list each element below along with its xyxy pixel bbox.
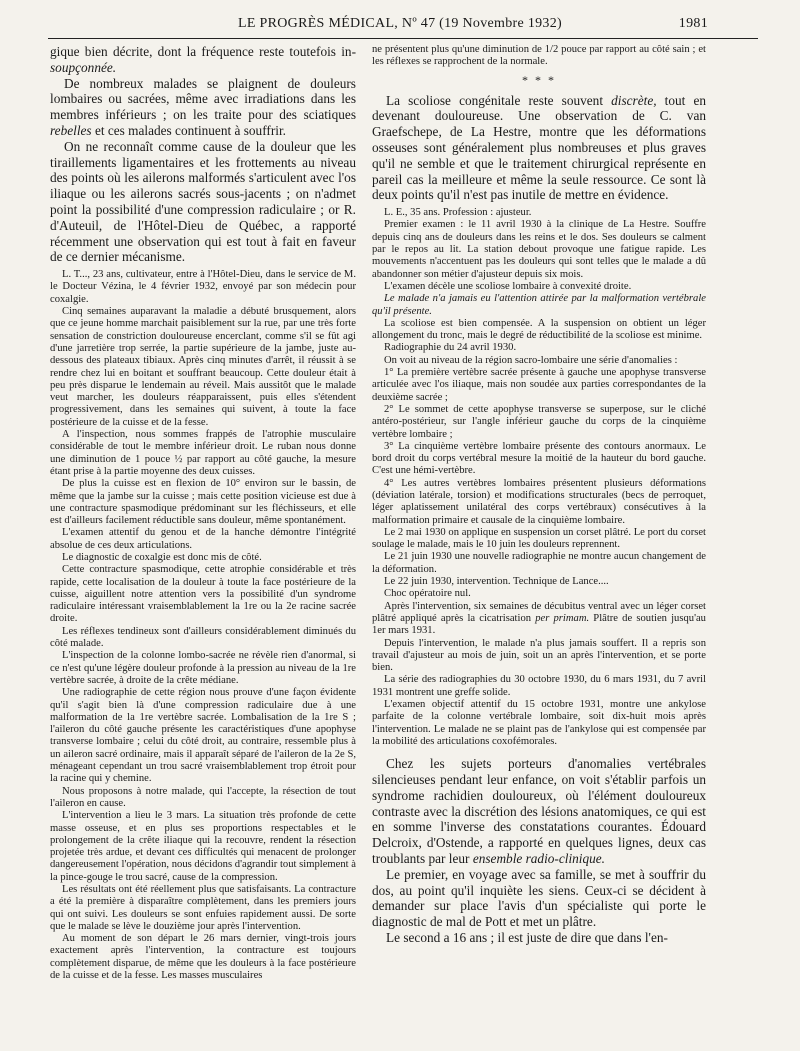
case-paragraph: L'examen attentif du genou et de la hanche démontre l'intégrité absolue de ces deux articulations. — [50, 527, 356, 551]
right-column — [372, 44, 706, 1044]
case-paragraph: Le diagnostic de coxalgie est donc mis de côté. — [62, 551, 262, 563]
case-paragraph: De plus la cuisse est en flexion de 10° environ sur le bassin, de même que la jambe sur la cuisse ; mais cette position vicieuse est due à une contracture spasmodique prédominant sur les fléchisseurs, et elle est d'ailleurs facilement réductible sans douleur, même spontanément. — [50, 478, 356, 527]
paragraph: On ne reconnaît comme cause de la douleur que les tiraillements ligamentaires et les frottements au niveau des points où les ailerons malformés s'articulent avec l'os iliaque ou les ailerons sacrés sous-jacents ; on n'admet point la possibilité d'une compression radiculaire ; or R. d'Auteuil, de l'Hôtel-Dieu de Québec, a rapporté récemment une observation qui est tout à fait en faveur de ce dernier mécanisme. — [50, 138, 356, 265]
case-paragraph: On voit au niveau de la région sacro-lombaire une série d'anomalies : — [384, 354, 678, 366]
case-paragraph: Les résultats ont été réellement plus que satisfaisants. La contracture a été la première à disparaître complètement, dans les premiers jours qui ont suivi. Les douleurs se sont enfuies rapidement aussi. De sorte que le malade se lève le douzième jour après l'intervention. — [50, 884, 356, 932]
header-rule — [48, 38, 758, 39]
paragraph: Le premier, en voyage avec sa famille, se met à souffrir du dos, au point qu'il inquiète les siens. Ceux-ci se décident à demander sur place l'avis d'un spécialiste qui porte le diagnostic de mal de Pott et met un plâtre. — [372, 866, 706, 930]
case-paragraph: L'examen décèle une scoliose lombaire à convexité droite. — [384, 280, 632, 292]
paragraph: Le second a 16 ans ; il est juste de dire que dans l'en- — [386, 930, 668, 945]
case-paragraph: A l'inspection, nous sommes frappés de l'atrophie musculaire considérable de tout le membre inférieur droit. Le ruban nous donne une diminution de 1 pouce ½ par rapport au côté gauche, la mesure étant prise à la partie moyenne des deux cuisses. — [50, 429, 356, 477]
case-paragraph: L. E., 35 ans. Profession : ajusteur. — [384, 207, 532, 219]
running-title: LE PROGRÈS MÉDICAL, Nº 47 (19 Novembre 1932) — [238, 16, 562, 31]
case-paragraph: Cette contracture spasmodique, cette atrophie considérable et très rapide, cette localisation de la douleur à toute la face postérieure de la cuisse, aiguillent notre attention vers la possibilité d'un syndrome radiculaire intéressant vraisemblablement la 1re ou la 2e racine sacrée droite. — [50, 564, 356, 625]
case-paragraph: Après l'intervention, six semaines de décubitus ventral avec un léger corset plâtré appliqué après la cicatrisation per primam. Plâtre de soutien jusqu'au 1er mars 1931. — [372, 600, 706, 637]
case-paragraph: La scoliose est bien compensée. A la suspension on obtient un léger allongement du tronc, mais le degré de réductibilité de la scoliose est minime. — [372, 317, 706, 342]
case-paragraph: 3° La cinquième vertèbre lombaire présente des contours anormaux. Le bord droit du corps vertébral mesure la moitié de la hauteur du bord gauche. C'est une hémi-vertèbre. — [372, 440, 706, 477]
case-paragraph: 4° Les autres vertèbres lombaires présentent plusieurs déformations (déviation latérale, torsion) et modifications structurales (becs de perroquet, léger aplatissement unilatéral des corps vertébraux) consécutives à la malformation primaire et causale de la cinquième lombaire. — [372, 477, 706, 526]
case-paragraph: Le 21 juin 1930 une nouvelle radiographie ne montre aucun changement de la déformation. — [372, 551, 706, 575]
case-paragraph: Nous proposons à notre malade, qui l'accepte, la résection de tout l'aileron en cause. — [50, 785, 356, 809]
case-paragraph: Une radiographie de cette région nous prouve d'une façon évidente qu'il s'agit bien là d'une compression radiculaire due à une malformation de la 1re vertèbre sacrée. Lombalisation de la 1re S ; l'aileron du côté gauche présente les caractéristiques d'une apophyse transverse lombaire ; celui du côté droit, au contraire, ressemble plus à un aileron sacré ordinaire, mais il apparaît séparé de l'aileron de la 2e S, ménageant cependant un trou sacré vraisemblablement trop étroit pour la racine qui y chemine. — [50, 687, 356, 785]
case-paragraph: Premier examen : le 11 avril 1930 à la clinique de La Hestre. Souffre depuis cinq ans de douleurs dans les reins et le dos. Ses douleurs se calment par le repos au lit. La station debout provoque une fatigue rapide. Les mouvements n'accentuent pas les douleurs qui sont telles que le malade a dû abandonner son métier d'ajusteur depuis six mois. — [372, 219, 706, 280]
case-paragraph: Radiographie du 24 avril 1930. — [384, 342, 517, 354]
section-separator: * * * — [522, 72, 556, 87]
page-header — [0, 16, 800, 38]
case-paragraph: Le 22 juin 1930, intervention. Technique de Lance.... — [384, 576, 609, 588]
case-paragraph: La série des radiographies du 30 octobre 1930, du 6 mars 1931, du 7 avril 1931 montrent une greffe solide. — [372, 674, 706, 698]
case-paragraph: Cinq semaines auparavant la maladie a débuté brusquement, alors que ce jeune homme marchait paisiblement sur la rue, par une très forte sensation de constriction douloureuse encerclant, comme s'il se fût agi d'une jarretière trop serrée, la partie supérieure de la jambe, juste au-dessous des plateaux tibiaux. Après cinq minutes d'arrêt, il réussit à se rendre chez lui en boitant et souffrant beaucoup. Cette douleur était à peu près disparue le lendemain au réveil. Mais aussitôt que le malade veut marcher, les douleurs réapparaissent, puis elles s'étendent progressivement, dans les semaines qui suivent, à toute la face postérieure de la cuisse et de la fesse. — [50, 306, 356, 428]
case-paragraph: L. T..., 23 ans, cultivateur, entre à l'Hôtel-Dieu, dans le service de M. le Docteur Vézina, le 4 février 1932, envoyé par son médecin pour coxalgie. — [50, 269, 356, 305]
case-paragraph: L'examen objectif attentif du 15 octobre 1931, montre une ankylose parfaite de la colonne vertébrale lombaire, soit dix-huit mois après l'intervention. Le malade ne se plaint pas de l'ankylose qui est compensée par la mobilité des articulations coxofémorales. — [372, 699, 706, 747]
paragraph: Chez les sujets porteurs d'anomalies vertébrales silencieuses pendant leur enfance, on voit s'établir parfois un syndrome rachidien douloureux, où l'élément douloureux contraste avec la discrétion des lésions anatomiques, ce qui est en somme l'inverse des constatations courantes. Édouard Delcroix, d'Ostende, a rapporté en quelques lignes, deux cas troublants par leur ensemble radio-clinique. — [372, 756, 706, 867]
case-paragraph: ne présentent plus qu'une diminution de 1/2 pouce par rapport au côté sain ; et les réflexes se rapprochent de la normale. — [372, 44, 706, 68]
case-paragraph: 2° Le sommet de cette apophyse transverse se superpose, sur le cliché antéro-postérieur, sur l'angle inférieur gauche du corps de la cinquième vertèbre lombaire ; — [372, 403, 706, 440]
case-paragraph: L'intervention a lieu le 3 mars. La situation très profonde de cette masse osseuse, et en plus ses proportions respectables et le prolongement de la crête iliaque qui la recouvre, rendent la résection projetée très ardue, et devant ces difficultés qui menacent de prolonger dangereusement l'opération, nous décidons d'agrandir tout simplement à la pince-gouge le trou sacré, cause de la compression. — [50, 810, 356, 883]
case-paragraph: Depuis l'intervention, le malade n'a plus jamais souffert. Il a repris son travail d'ajusteur au mois de juin, soit un an après l'intervention, et se porte bien. — [372, 637, 706, 674]
paragraph: La scoliose congénitale reste souvent discrète, tout en devenant douloureuse. Une observation de C. van Graefschepe, de La Hestre, montre que les déformations osseuses sont généralement plus nombreuses et plus graves qu'il ne semble et que le traitement chirurgical représente en pareil cas la meilleure et même la seule ressource. Ce sont là deux points qu'il n'est pas inutile de mettre en évidence. — [372, 92, 706, 203]
case-paragraph: 1° La première vertèbre sacrée présente à gauche une apophyse transverse articulée avec l'os iliaque, mais non soudée aux parties correspondantes de la deuxième sacrée ; — [372, 367, 706, 403]
paragraph: gique bien décrite, dont la fréquence reste toutefois in- soupçonnée. — [50, 44, 356, 75]
paragraph: De nombreux malades se plaignent de douleurs lombaires ou sacrées, même avec irradiations dans les membres inférieurs ; on les traite pour des sciatiques rebelles et ces malades continuent à souffrir. — [50, 75, 356, 138]
case-paragraph: Les réflexes tendineux sont d'ailleurs considérablement diminués du côté malade. — [50, 625, 356, 650]
case-paragraph: Au moment de son départ le 26 mars dernier, vingt-trois jours exactement après l'intervention, la contracture est toujours complètement disparue, de même que les douleurs à la face postérieure de la cuisse et de la fesse. Les masses musculaires — [50, 933, 356, 982]
left-column — [50, 44, 356, 1044]
case-paragraph: Le 2 mai 1930 on applique en suspension un corset plâtré. Le port du corset soulage le malade, mais le 10 juin les douleurs reprennent. — [372, 526, 706, 551]
case-paragraph: Le malade n'a jamais eu l'attention attirée par la malformation vertébrale qu'il présente. — [372, 293, 706, 317]
case-paragraph: L'inspection de la colonne lombo-sacrée ne révèle rien d'anormal, si ce n'est qu'une légère douleur profonde à la pression au niveau de la 1re vertèbre sacrée, à droite de la crête médiane. — [50, 650, 356, 686]
page-number: 1981 — [678, 16, 708, 31]
case-paragraph: Choc opératoire nul. — [384, 588, 471, 600]
